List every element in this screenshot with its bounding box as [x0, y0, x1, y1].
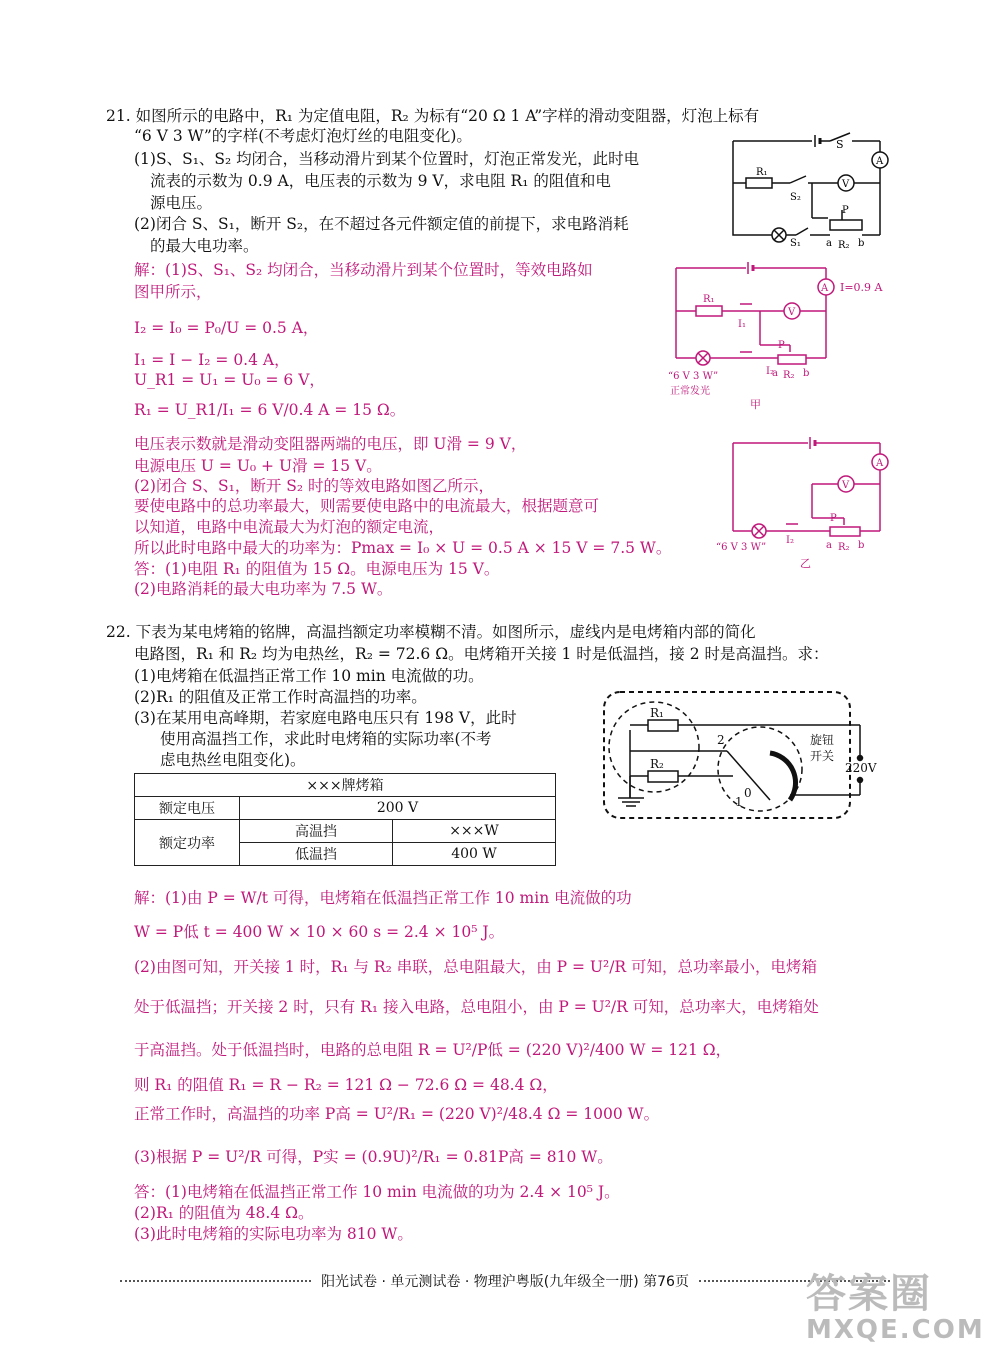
q21-line: (1)S、S₁、S₂ 均闭合，当移动滑片到某个位置时，灯泡正常发光，此时电	[134, 150, 640, 168]
fig-label: S₂	[790, 192, 801, 203]
fig-label: V	[842, 179, 850, 190]
fig-label: V	[842, 480, 850, 491]
q21-line: (2)闭合 S、S₁，断开 S₂，在不超过各元件额定值的前提下，求电路消耗	[134, 215, 629, 233]
watermark-logo	[806, 1262, 986, 1352]
fig-label: A	[821, 283, 829, 294]
q21-solution-line: I₂ = I₀ = P₀/U = 0.5 A，	[134, 319, 319, 337]
fig-label: P	[830, 513, 837, 524]
fig-caption: 甲	[750, 398, 761, 411]
q21-solution-line: U_R1 = U₁ = U₀ = 6 V，	[134, 371, 325, 389]
fig-label: I₂	[766, 366, 774, 377]
q21-solution-line: (2)电路消耗的最大电功率为 7.5 W。	[134, 580, 393, 598]
table-cell: 200 V	[240, 797, 556, 820]
fig-label: a	[826, 540, 832, 551]
table-cell: 低温挡	[240, 843, 393, 866]
fig-label: 0	[744, 786, 752, 800]
q22-line: 电路图，R₁ 和 R₂ 均为电热丝，R₂ = 72.6 Ω。电烤箱开关接 1 时是低温挡，接 2 时是高温挡。求：	[134, 645, 829, 663]
q22-solution-line: (3)根据 P = U²/R 可得，P实 = (0.9U)²/R₁ = 0.81P高 = 810 W。	[134, 1148, 613, 1166]
fig-label: I=0.9 A	[840, 281, 883, 294]
q21-solution-line: 电源电压 U = U₀ + U滑 = 15 V。	[134, 457, 382, 475]
fig-label: b	[803, 368, 810, 379]
q22-line: 虑电热丝电阻变化)。	[160, 751, 306, 769]
q22-solution-line: 处于低温挡；开关接 2 时，只有 R₁ 接入电路，总电阻小，由 P = U²/R 可知，总功率大，电烤箱处	[134, 998, 819, 1016]
fig-label: A	[876, 156, 884, 167]
q22-solution-line: 则 R₁ 的阻值 R₁ = R − R₂ = 121 Ω − 72.6 Ω = 48.4 Ω，	[134, 1076, 558, 1094]
q21-line: 源电压。	[150, 194, 213, 212]
q21-solution-line: 图甲所示，	[134, 283, 212, 301]
fig-label: S₁	[790, 238, 801, 249]
q21-solution-line: (2)闭合 S、S₁，断开 S₂ 时的等效电路如图乙所示，	[134, 477, 495, 495]
fig-label: “6 V 3 W”	[668, 371, 719, 382]
q22-solution-line: 答：(1)电烤箱在低温挡正常工作 10 min 电流做的功为 2.4 × 10⁵ J。	[134, 1183, 620, 1201]
fig-caption: 乙	[800, 557, 811, 570]
fig-label: V	[788, 307, 796, 318]
fig-label: R₁	[650, 706, 664, 720]
fig-label: a	[826, 238, 832, 249]
table-cell: 额定功率	[135, 820, 240, 866]
fig-label: 220V	[845, 761, 877, 775]
q21-solution-line: 所以此时电路中最大的功率为：Pmax = I₀ × U = 0.5 A × 15 V = 7.5 W。	[134, 539, 672, 557]
fig-label: A	[876, 458, 884, 469]
watermark-line2: MXQE.COM	[806, 1315, 985, 1345]
q21-line: 的最大电功率。	[150, 237, 259, 255]
q21-line: 21. 如图所示的电路中，R₁ 为定值电阻，R₂ 为标有“20 Ω 1 A”字样的滑动变阻器，灯泡上标有	[106, 107, 760, 125]
q22-solution-line: W = P低 t = 400 W × 10 × 60 s = 2.4 × 10⁵ J。	[134, 923, 505, 941]
fig-label: 旋钮	[810, 733, 835, 747]
footer-text: 阳光试卷 · 单元测试卷 · 物理沪粤版(九年级全一册) 第76页	[321, 1274, 689, 1290]
q22-solution-line: (3)此时电烤箱的实际电功率为 810 W。	[134, 1225, 413, 1243]
fig-label: R₂	[783, 370, 795, 381]
fig-label: S	[836, 138, 844, 151]
footer-dots	[120, 1280, 311, 1282]
q22-line: 22. 下表为某电烤箱的铭牌，高温挡额定功率模糊不清。如图所示，虚线内是电烤箱内部的简化	[106, 623, 756, 641]
fig-label: R₂	[650, 757, 664, 771]
q22-solution-line: (2)由图可知，开关接 1 时，R₁ 与 R₂ 串联，总电阻最大，由 P = U²/R 可知，总功率最小，电烤箱	[134, 958, 818, 976]
q22-solution-line: 解：(1)由 P = W/t 可得，电烤箱在低温挡正常工作 10 min 电流做的功	[134, 889, 632, 907]
q22-solution-line: 于高温挡。处于低温挡时，电路的总电阻 R = U²/P低 = (220 V)²/400 W = 121 Ω，	[134, 1041, 732, 1059]
page-footer	[120, 1271, 890, 1291]
nameplate-table	[134, 773, 556, 866]
q22-line: (3)在某用电高峰期，若家庭电路电压只有 198 V，此时	[134, 709, 517, 727]
fig-label: R₁	[756, 167, 768, 178]
fig-label: P	[842, 205, 849, 216]
q21-solution-line: 解：(1)S、S₁、S₂ 均闭合，当移动滑片到某个位置时，等效电路如	[134, 261, 593, 279]
fig-label: 开关	[810, 749, 835, 763]
fig-label: a	[772, 368, 778, 379]
q21-line: “6 V 3 W”的字样(不考虑灯泡灯丝的电阻变化)。	[134, 127, 472, 145]
fig-label: 1	[735, 795, 743, 809]
fig-label: “6 V 3 W”	[716, 542, 767, 553]
q22-line: (1)电烤箱在低温挡正常工作 10 min 电流做的功。	[134, 667, 484, 685]
table-cell: 额定电压	[135, 797, 240, 820]
q21-solution-line: R₁ = U_R1/I₁ = 6 V/0.4 A = 15 Ω。	[134, 401, 406, 419]
q22-line: 使用高温挡工作，求此时电烤箱的实际功率(不考	[160, 730, 492, 748]
q21-solution-line: I₁ = I − I₂ = 0.4 A，	[134, 351, 290, 369]
fig-label: P	[778, 340, 785, 351]
q22-solution-line: (2)R₁ 的阻值为 48.4 Ω。	[134, 1204, 314, 1222]
q21-solution-line: 以知道，电路中电流最大为灯泡的额定电流，	[134, 518, 445, 536]
table-cell: 400 W	[393, 843, 556, 866]
q21-solution-line: 电压表示数就是滑动变阻器两端的电压，即 U滑 = 9 V，	[134, 435, 527, 453]
fig-label: R₂	[838, 542, 850, 553]
fig-label: R₁	[703, 294, 715, 305]
watermark-line1: 答案圈	[806, 1271, 932, 1317]
table-title: ×××牌烤箱	[135, 774, 556, 797]
table-cell: 高温挡	[240, 820, 393, 843]
q21-solution-line: 要使电路中的总功率最大，则需要使电路中的电流最大，根据题意可	[134, 497, 600, 515]
fig-label: b	[858, 238, 865, 249]
table-cell: ×××W	[393, 820, 556, 843]
fig-label: b	[858, 540, 865, 551]
q21-solution-line: 答：(1)电阻 R₁ 的阻值为 15 Ω。电源电压为 15 V。	[134, 560, 500, 578]
q21-line: 流表的示数为 0.9 A，电压表的示数为 9 V，求电阻 R₁ 的阻值和电	[150, 172, 611, 190]
fig-label: 2	[717, 733, 725, 747]
fig-label: R₂	[838, 240, 850, 251]
fig-label: I₂	[786, 535, 794, 546]
fig-label: 正常发光	[670, 386, 710, 397]
q22-solution-line: 正常工作时，高温挡的功率 P高 = U²/R₁ = (220 V)²/48.4 Ω = 1000 W。	[134, 1105, 660, 1123]
q22-line: (2)R₁ 的阻值及正常工作时高温挡的功率。	[134, 688, 427, 706]
fig-label: I₁	[738, 319, 746, 330]
